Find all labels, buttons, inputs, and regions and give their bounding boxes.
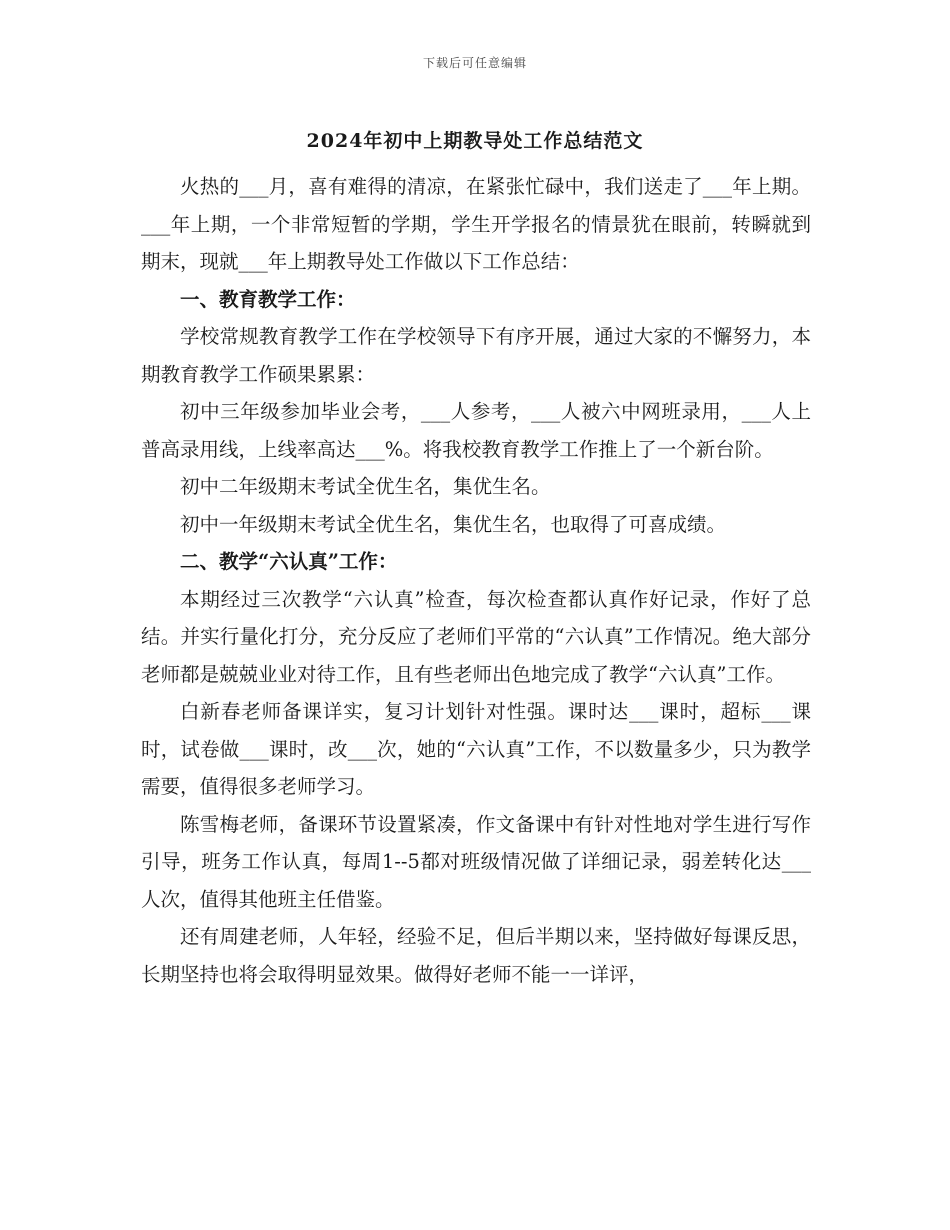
document-body (141, 168, 811, 993)
paragraph: 还有周建老师，人年轻，经验不足，但后半期以来，坚持做好每课反思，长期坚持也将会取得明显效果。做得好老师不能一一详评， (141, 925, 811, 986)
paragraph: 初中二年级期末考试全优生名，集优生名。 (180, 475, 551, 498)
paragraph: 初中一年级期末考试全优生名，集优生名，也取得了可喜成绩。 (180, 512, 727, 536)
paragraph: 火热的___月，喜有难得的清凉，在紧张忙碌中，我们送走了___年上期。___年上期，一个非常短暂的学期，学生开学报名的情景犹在眼前，转瞬就到期末，现就___年上期教导处工作做以下工作总结： (141, 175, 811, 273)
paragraph: 白新春老师备课详实，复习计划针对性强。课时达___课时，超标___课时，试卷做___课时，改___次，她的“六认真”工作，不以数量多少，只为教学需要，值得很多老师学习。 (141, 700, 811, 798)
header-note: 下载后可任意编辑 (422, 56, 527, 70)
paragraph: 陈雪梅老师，备课环节设置紧凑，作文备课中有针对性地对学生进行写作引导，班务工作认真，每周1--5都对班级情况做了详细记录，弱差转化达___人次，值得其他班主任借鉴。 (141, 812, 811, 911)
section-heading: 一、教育教学工作： (180, 287, 356, 311)
document-title: 2024年初中上期教导处工作总结范文 (306, 130, 644, 152)
paragraph: 学校常规教育教学工作在学校领导下有序开展，通过大家的不懈努力，本期教育教学工作硕果累累： (141, 325, 811, 386)
paragraph: 初中三年级参加毕业会考，___人参考，___人被六中网班录用，___人上普高录用线，上线率高达___%。将我校教育教学工作推上了一个新台阶。 (141, 400, 811, 461)
section-heading: 二、教学“六认真”工作： (180, 550, 398, 573)
paragraph: 本期经过三次教学“六认真”检查，每次检查都认真作好记录，作好了总结。并实行量化打分，充分反应了老师们平常的“六认真”工作情况。绝大部分老师都是兢兢业业对待工作，且有些老师出色地完成了教学“六认真”工作。 (141, 587, 811, 686)
